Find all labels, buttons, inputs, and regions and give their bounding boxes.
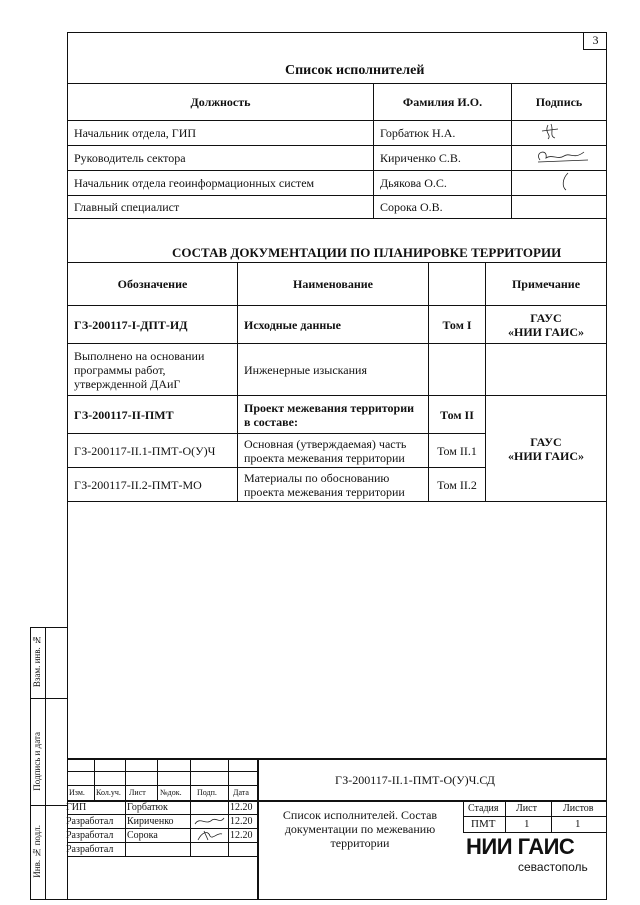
stage-label: Стадия xyxy=(468,803,499,814)
sheet-value: 1 xyxy=(524,818,530,830)
role-label: Разработал xyxy=(66,844,114,855)
doc-code: ГЗ-200117-II.1-ПМТ-О(У)Ч.СД xyxy=(335,773,495,787)
position-cell: Руководитель сектора xyxy=(68,146,374,171)
code-cell: ГЗ-200117-II-ПМТ xyxy=(68,396,238,434)
note-cell xyxy=(486,396,607,502)
note-line: ГАУС xyxy=(530,434,562,449)
position-cell: Главный специалист xyxy=(68,196,374,219)
title-cell: Инженерные изыскания xyxy=(238,344,429,396)
title-cell: Материалы по обоснованию проекта межевания территории xyxy=(238,468,429,502)
page-number: 3 xyxy=(583,32,607,50)
note-cell xyxy=(486,344,607,396)
note-line: ГАУС xyxy=(530,310,562,325)
role-label: Разработал xyxy=(66,816,114,827)
table-row xyxy=(68,171,607,196)
table-row xyxy=(68,121,607,146)
role-label: ГИП xyxy=(66,802,87,813)
table-row xyxy=(68,396,607,434)
sheets-label: Листов xyxy=(563,803,594,814)
role-date: 12.20 xyxy=(230,802,253,813)
table-row xyxy=(68,306,607,344)
title-cell: Проект межевания территории в составе: xyxy=(238,396,429,434)
performers-table xyxy=(67,83,607,219)
col-label: Дата xyxy=(233,788,249,797)
role-name: Кириченко xyxy=(127,816,174,827)
signature-icon xyxy=(518,171,578,191)
code-cell: ГЗ-200117-I-ДПТ-ИД xyxy=(68,306,238,344)
side-stamp-divider xyxy=(30,805,68,806)
header-note: Примечание xyxy=(486,263,607,306)
col-label: Подп. xyxy=(197,788,217,797)
code-cell: Выполнено на основании программы работ, утвержденной ДАиГ xyxy=(68,344,238,396)
name-cell: Дьякова О.С. xyxy=(374,171,512,196)
title-cell: Исходные данные xyxy=(238,306,429,344)
documentation-title: СОСТАВ ДОКУМЕНТАЦИИ ПО ПЛАНИРОВКЕ ТЕРРИТОРИИ xyxy=(172,245,562,260)
note-cell xyxy=(486,306,607,344)
documentation-table xyxy=(67,262,607,502)
col-label: Лист xyxy=(129,788,146,797)
signature-icon xyxy=(192,828,226,842)
title-cell: Основная (утверждаемая) часть проекта межевания территории xyxy=(238,434,429,468)
documentation-header-row xyxy=(68,263,607,306)
role-label: Разработал xyxy=(66,830,114,841)
stage-value: ПМТ xyxy=(471,818,496,830)
signature-icon xyxy=(518,146,598,166)
header-name: Фамилия И.О. xyxy=(374,84,512,121)
header-volume xyxy=(429,263,486,306)
doc-title: Список исполнителей. Состав документации по межеванию территории xyxy=(282,808,438,850)
position-cell: Начальник отдела, ГИП xyxy=(68,121,374,146)
sheets-value: 1 xyxy=(575,818,581,830)
signature-cell xyxy=(512,121,607,146)
side-stamp-divider xyxy=(45,627,46,900)
header-title: Наименование xyxy=(238,263,429,306)
side-stamp-divider xyxy=(30,698,68,699)
code-cell: ГЗ-200117-II.1-ПМТ-О(У)Ч xyxy=(68,434,238,468)
header-code: Обозначение xyxy=(68,263,238,306)
side-label-podpis: Подпись и дата xyxy=(32,732,42,791)
name-cell: Сорока О.В. xyxy=(374,196,512,219)
signature-cell xyxy=(512,171,607,196)
table-row xyxy=(68,146,607,171)
volume-cell: Том II xyxy=(429,396,486,434)
signature-icon xyxy=(192,814,226,828)
col-label: №док. xyxy=(160,788,182,797)
header-position: Должность xyxy=(68,84,374,121)
sheet-label: Лист xyxy=(516,803,537,814)
col-label: Изм. xyxy=(69,788,85,797)
side-label-vzam: Взам. инв. № xyxy=(32,635,42,688)
volume-cell: Том II.1 xyxy=(429,434,486,468)
logo-sub: севастополь xyxy=(518,860,588,874)
note-line: «НИИ ГАИС» xyxy=(508,324,584,339)
role-date: 12.20 xyxy=(230,816,253,827)
position-cell: Начальник отдела геоинформационных систем xyxy=(68,171,374,196)
name-cell: Кириченко С.В. xyxy=(374,146,512,171)
col-label: Кол.уч. xyxy=(96,788,121,797)
volume-cell: Том II.2 xyxy=(429,468,486,502)
name-cell: Горбатюк Н.А. xyxy=(374,121,512,146)
table-row xyxy=(68,196,607,219)
performers-title: Список исполнителей xyxy=(285,63,425,78)
role-name: Горбатюк xyxy=(127,802,168,813)
logo-main: НИИ ГАИС xyxy=(466,834,575,859)
note-line: «НИИ ГАИС» xyxy=(508,448,584,463)
table-row xyxy=(68,344,607,396)
side-label-inv: Инв. № подл. xyxy=(32,825,42,878)
role-date: 12.20 xyxy=(230,830,253,841)
signature-cell xyxy=(512,146,607,171)
signature-icon xyxy=(518,121,578,141)
volume-cell: Том I xyxy=(429,306,486,344)
code-cell: ГЗ-200117-II.2-ПМТ-МО xyxy=(68,468,238,502)
header-signature: Подпись xyxy=(512,84,607,121)
role-name: Сорока xyxy=(127,830,158,841)
performers-header-row xyxy=(68,84,607,121)
volume-cell xyxy=(429,344,486,396)
signature-cell xyxy=(512,196,607,219)
